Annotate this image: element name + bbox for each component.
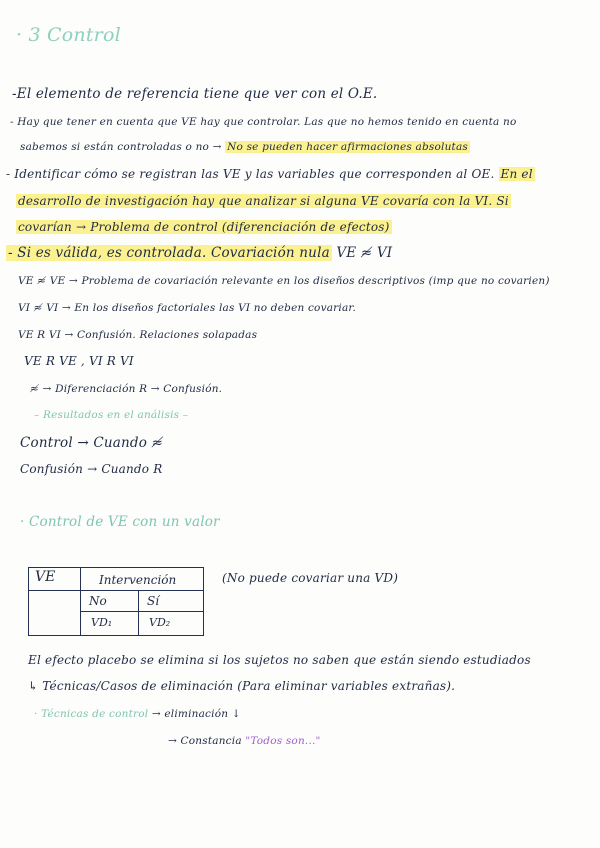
table-header-no: No: [89, 594, 107, 608]
note-line: [6, 245, 392, 261]
note-line: - Hay que tener en cuenta que VE hay que controlar. Las que no hemos tenido en cuenta no: [10, 116, 517, 128]
note-line: [6, 167, 535, 181]
note-line: Confusión → Cuando R: [20, 462, 163, 476]
note-line: [16, 194, 511, 208]
note-line: VE R VE , VI R VI: [24, 354, 134, 368]
note-text: → Constancia: [168, 735, 242, 747]
highlighted-text: No se pueden hacer afirmaciones absolutas: [227, 141, 469, 153]
note-text: "Todos son...": [241, 735, 321, 747]
note-line: [16, 220, 392, 234]
note-text: sabemos si están controladas o no →: [20, 141, 226, 153]
table-header-si: Sí: [147, 594, 160, 608]
note-line: Control → Cuando ≉: [20, 435, 164, 451]
note-line: VE R VI → Confusión. Relaciones solapadas: [18, 329, 258, 341]
ve-table: [28, 567, 204, 636]
table-header-ve: VE: [35, 569, 56, 585]
note-line: [168, 735, 321, 747]
subsection-title: · Control de VE con un valor: [20, 514, 220, 530]
note-line: [20, 141, 470, 153]
note-line: VI ≉ VI → En los diseños factoriales las VI no deben covariar.: [18, 302, 357, 314]
highlighted-text: covarían → Problema de control (diferenciación de efectos): [18, 220, 390, 234]
note-text: VE ≉ VI: [331, 245, 393, 261]
highlighted-text: - Si es válida, es controlada. Covariación nula: [8, 245, 330, 261]
section-title: · 3 Control: [16, 24, 121, 46]
note-line: ≉ → Diferenciación R → Confusión.: [30, 383, 223, 395]
table-cell-vd1: VD₁: [91, 616, 113, 629]
note-text: → eliminación ↓: [148, 708, 241, 720]
note-text: · Técnicas de control: [34, 708, 149, 720]
highlighted-text: desarrollo de investigación hay que analizar si alguna VE covaría con la VI. Si: [18, 194, 509, 208]
table-header-intervencion: Intervención: [99, 573, 177, 587]
note-line: (No puede covariar una VD): [222, 571, 399, 585]
table-cell-vd2: VD₂: [149, 616, 171, 629]
note-line: – Resultados en el análisis –: [34, 409, 189, 421]
note-line: [34, 708, 241, 720]
note-line: VE ≉ VE → Problema de covariación relevante en los diseños descriptivos (imp que no covarien): [18, 275, 550, 287]
note-text: - Identificar cómo se registran las VE y las variables que corresponden al OE.: [6, 167, 499, 181]
note-line: -El elemento de referencia tiene que ver con el O.E.: [12, 86, 378, 102]
highlighted-text: En el: [500, 167, 533, 181]
note-line: ↳ Técnicas/Casos de eliminación (Para eliminar variables extrañas).: [28, 679, 456, 693]
note-line: El efecto placebo se elimina si los sujetos no saben que están siendo estudiados: [28, 653, 531, 667]
